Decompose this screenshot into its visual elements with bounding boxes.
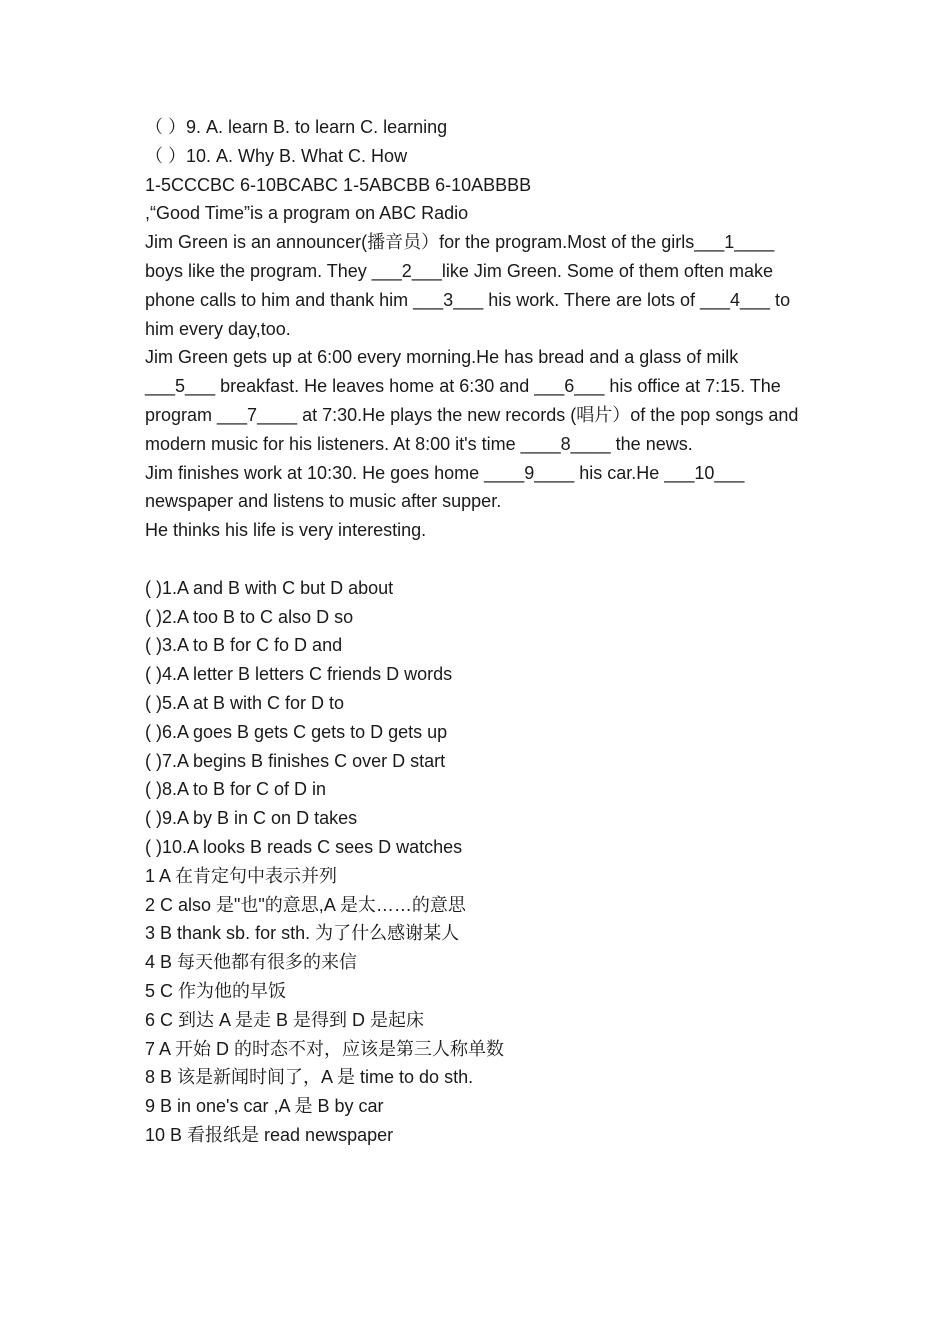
options-list [145,574,805,862]
passage-title: ,“Good Time”is a program on ABC Radio [145,203,469,224]
question-9: （ ）9. A. learn B. to learn C. learning [145,117,448,137]
blank-line [145,545,805,574]
option-item: ( )3.A to B for C fo D and [145,635,343,656]
explanation-item: 6 C 到达 A 是走 B 是得到 D 是起床 [145,1009,425,1030]
explanation-item: 1 A 在肯定句中表示并列 [145,865,338,886]
answer-key: 1-5CCCBC 6-10BCABC 1-5ABCBB 6-10ABBBB [145,174,532,195]
passage-paragraph-2: Jim Green gets up at 6:00 every morning.He has bread and a glass of milk ___5___ breakfast. He leaves home at 6:30 and ___6___ his office at 7:15. The program ___7____ at 7:30.He plays the new records (唱片）of the pop songs and modern music for his listeners. At 8:00 it's time ____8____ the news. [145,347,799,454]
explanations-list [145,862,805,1150]
passage-paragraph-1: Jim Green is an announcer(播音员）for the program.Most of the girls___1____ boys like the program. They ___2___like Jim Green. Some of them often make phone calls to him and thank him ___3___ his work. There are lots of ___4___ to him every day,too. [145,232,791,339]
option-item: ( )10.A looks B reads C sees D watches [145,836,463,857]
explanation-item: 7 A 开始 D 的时态不对，应该是第三人称单数 [145,1038,505,1059]
option-item: ( )7.A begins B finishes C over D start [145,750,446,771]
explanation-item: 8 B 该是新闻时间了，A 是 time to do sth. [145,1067,474,1088]
option-item: ( )8.A to B for C of D in [145,779,327,800]
document-body [145,113,805,1150]
explanation-item: 9 B in one's car ,A 是 B by car [145,1096,384,1117]
option-item: ( )5.A at B with C for D to [145,692,345,713]
option-item: ( )6.A goes B gets C gets to D gets up [145,721,448,742]
question-10: （ ）10. A. Why B. What C. How [145,145,408,166]
explanation-item: 4 B 每天他都有很多的来信 [145,952,358,973]
passage-paragraph-4: He thinks his life is very interesting. [145,520,427,541]
option-item: ( )9.A by B in C on D takes [145,808,358,829]
option-item: ( )1.A and B with C but D about [145,577,394,598]
explanation-item: 3 B thank sb. for sth. 为了什么感谢某人 [145,923,460,944]
option-item: ( )2.A too B to C also D so [145,606,354,627]
option-item: ( )4.A letter B letters C friends D words [145,664,453,685]
explanation-item: 5 C 作为他的早饭 [145,980,287,1001]
passage-paragraph-3: Jim finishes work at 10:30. He goes home ____9____ his car.He ___10___ newspaper and listens to music after supper. [145,462,745,512]
explanation-item: 2 C also 是"也"的意思,A 是太……的意思 [145,894,466,915]
explanation-item: 10 B 看报纸是 read newspaper [145,1124,394,1145]
